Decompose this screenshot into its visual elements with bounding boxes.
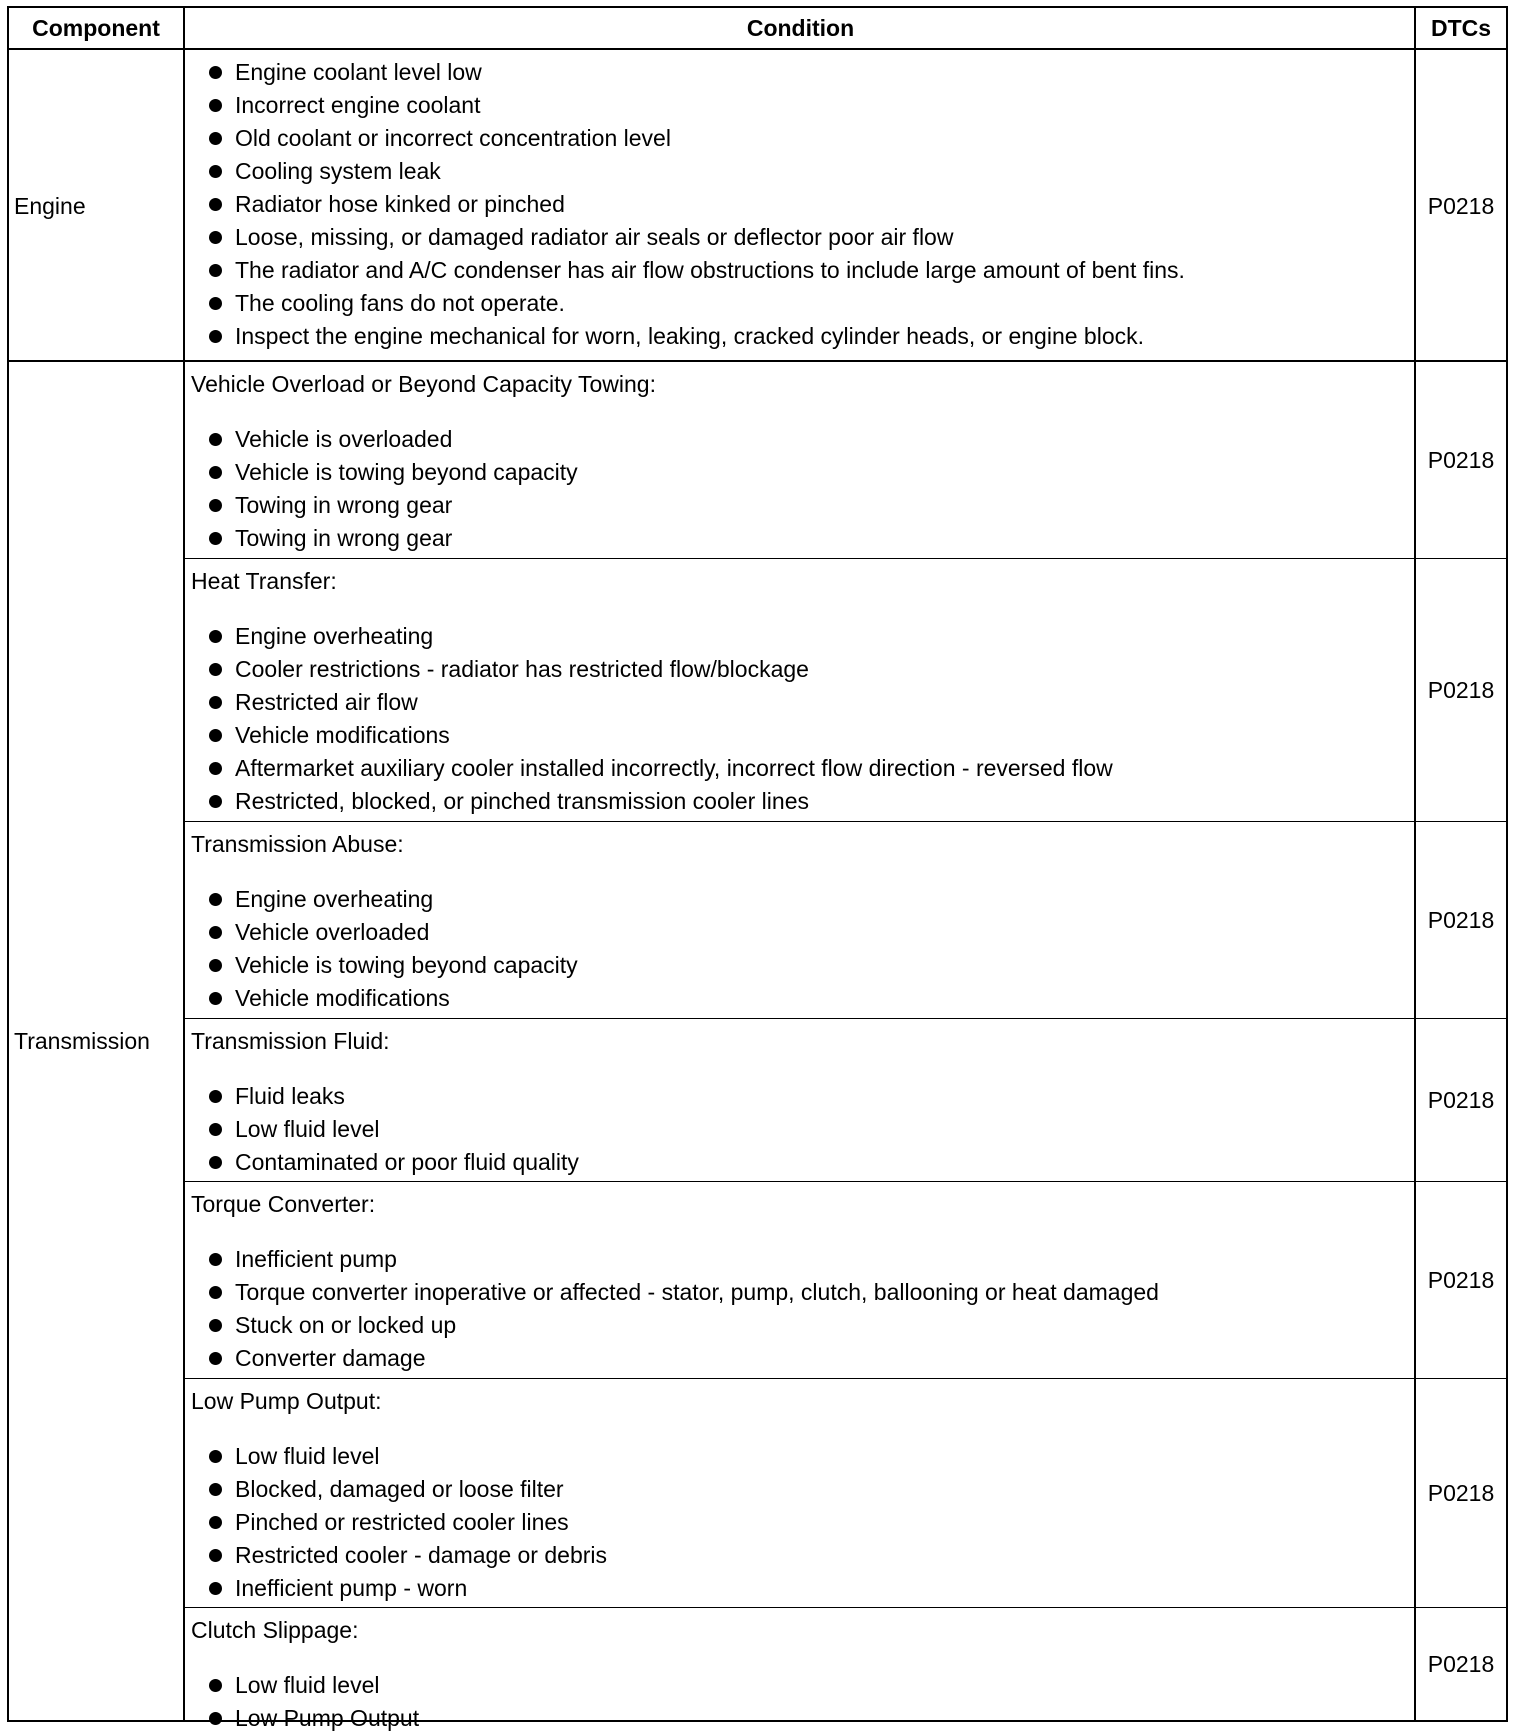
list-item: Loose, missing, or damaged radiator air seals or deflector poor air flow (191, 221, 1416, 254)
engine-condition-list (191, 56, 1416, 353)
section-title: Transmission Fluid: (191, 1028, 390, 1054)
bullet-icon (209, 992, 222, 1005)
list-item: Contaminated or poor fluid quality (191, 1146, 1416, 1179)
dtc-conditions-table (7, 6, 1508, 1731)
list-item: Stuck on or locked up (191, 1309, 1416, 1342)
bullet-icon (209, 893, 222, 906)
list-item: Vehicle modifications (191, 982, 1416, 1015)
list-item: Vehicle is overloaded (191, 423, 1416, 456)
bullet-icon (209, 1483, 222, 1496)
bullet-icon (209, 1549, 222, 1562)
list-item: Incorrect engine coolant (191, 89, 1416, 122)
list-item: Cooler restrictions - radiator has restricted flow/blockage (191, 653, 1416, 686)
list-item: Engine overheating (191, 620, 1416, 653)
component-engine: Engine (14, 192, 86, 219)
bullet-icon (209, 532, 222, 545)
list-item: Vehicle is towing beyond capacity (191, 949, 1416, 982)
condition-transmission-fluid (185, 1019, 1416, 1182)
condition-torque-converter (185, 1182, 1416, 1379)
list-item: The cooling fans do not operate. (191, 287, 1416, 320)
bullet-icon (209, 165, 222, 178)
condition-list (191, 883, 1416, 1015)
bullet-icon (209, 231, 222, 244)
bullet-icon (209, 466, 222, 479)
bullet-icon (209, 264, 222, 277)
list-item: Low fluid level (191, 1440, 1416, 1473)
condition-engine (185, 50, 1416, 362)
bullet-icon (209, 1090, 222, 1103)
condition-list (191, 1440, 1416, 1605)
list-item: Low Pump Output (191, 1702, 1416, 1735)
dtc-low-pump-output: P0218 (1416, 1379, 1506, 1608)
condition-list (191, 1080, 1416, 1179)
list-item: Blocked, damaged or loose filter (191, 1473, 1416, 1506)
component-transmission: Transmission (14, 1027, 150, 1054)
condition-clutch-slippage (185, 1608, 1416, 1731)
section-title: Low Pump Output: (191, 1388, 382, 1414)
bullet-icon (209, 132, 222, 145)
list-item: Low fluid level (191, 1113, 1416, 1146)
bullet-icon (209, 1286, 222, 1299)
section-title: Transmission Abuse: (191, 831, 404, 857)
dtc-transmission-fluid: P0218 (1416, 1019, 1506, 1182)
dtc-vehicle-overload: P0218 (1416, 362, 1506, 559)
list-item: Restricted cooler - damage or debris (191, 1539, 1416, 1572)
list-item: Fluid leaks (191, 1080, 1416, 1113)
bullet-icon (209, 198, 222, 211)
bullet-icon (209, 330, 222, 343)
bullet-icon (209, 926, 222, 939)
section-title: Torque Converter: (191, 1191, 376, 1217)
header-component: Component (32, 15, 160, 41)
list-item: Torque converter inoperative or affected - stator, pump, clutch, ballooning or heat damaged (191, 1276, 1416, 1309)
list-item: Inspect the engine mechanical for worn, leaking, cracked cylinder heads, or engine block. (191, 320, 1416, 353)
dtc-transmission-abuse: P0218 (1416, 822, 1506, 1019)
bullet-icon (209, 1516, 222, 1529)
bullet-icon (209, 1582, 222, 1595)
condition-list (191, 620, 1416, 818)
bullet-icon (209, 1319, 222, 1332)
list-item: Towing in wrong gear (191, 522, 1416, 555)
condition-transmission-abuse (185, 822, 1416, 1019)
bullet-icon (209, 729, 222, 742)
bullet-icon (209, 959, 222, 972)
table-header-row (9, 8, 1506, 50)
list-item: Old coolant or incorrect concentration level (191, 122, 1416, 155)
condition-list (191, 1243, 1416, 1375)
bullet-icon (209, 795, 222, 808)
condition-vehicle-overload (185, 362, 1416, 559)
list-item: Vehicle overloaded (191, 916, 1416, 949)
bullet-icon (209, 99, 222, 112)
list-item: Inefficient pump - worn (191, 1572, 1416, 1605)
bullet-icon (209, 1712, 222, 1725)
dtc-clutch-slippage: P0218 (1427, 1650, 1495, 1677)
list-item: Pinched or restricted cooler lines (191, 1506, 1416, 1539)
condition-list (191, 423, 1416, 555)
list-item: Radiator hose kinked or pinched (191, 188, 1416, 221)
list-item: Aftermarket auxiliary cooler installed incorrectly, incorrect flow direction - reversed flow (191, 752, 1416, 785)
bullet-icon (209, 1253, 222, 1266)
bullet-icon (209, 1352, 222, 1365)
bullet-icon (209, 433, 222, 446)
list-item: Inefficient pump (191, 1243, 1416, 1276)
section-title: Heat Transfer: (191, 568, 337, 594)
bullet-icon (209, 1679, 222, 1692)
bullet-icon (209, 663, 222, 676)
bullet-icon (209, 630, 222, 643)
bullet-icon (209, 1156, 222, 1169)
dtc-engine: P0218 (1427, 192, 1495, 219)
bullet-icon (209, 297, 222, 310)
list-item: Engine overheating (191, 883, 1416, 916)
list-item: Vehicle modifications (191, 719, 1416, 752)
condition-low-pump-output (185, 1379, 1416, 1608)
section-title: Vehicle Overload or Beyond Capacity Towing: (191, 371, 656, 397)
bullet-icon (209, 1450, 222, 1463)
list-item: Vehicle is towing beyond capacity (191, 456, 1416, 489)
list-item: Converter damage (191, 1342, 1416, 1375)
list-item: Engine coolant level low (191, 56, 1416, 89)
condition-heat-transfer (185, 559, 1416, 822)
list-item: Towing in wrong gear (191, 489, 1416, 522)
bullet-icon (209, 1123, 222, 1136)
bullet-icon (209, 696, 222, 709)
list-item: Low fluid level (191, 1669, 1416, 1702)
condition-list (191, 1669, 1416, 1735)
header-condition: Condition (746, 15, 855, 41)
list-item: Restricted, blocked, or pinched transmission cooler lines (191, 785, 1416, 818)
section-title: Clutch Slippage: (191, 1617, 359, 1643)
list-item: The radiator and A/C condenser has air flow obstructions to include large amount of bent fins. (191, 254, 1416, 287)
dtc-heat-transfer: P0218 (1416, 559, 1506, 822)
dtc-torque-converter: P0218 (1416, 1182, 1506, 1379)
bullet-icon (209, 762, 222, 775)
list-item: Restricted air flow (191, 686, 1416, 719)
header-dtcs: DTCs (1430, 15, 1492, 41)
bullet-icon (209, 499, 222, 512)
bullet-icon (209, 66, 222, 79)
list-item: Cooling system leak (191, 155, 1416, 188)
